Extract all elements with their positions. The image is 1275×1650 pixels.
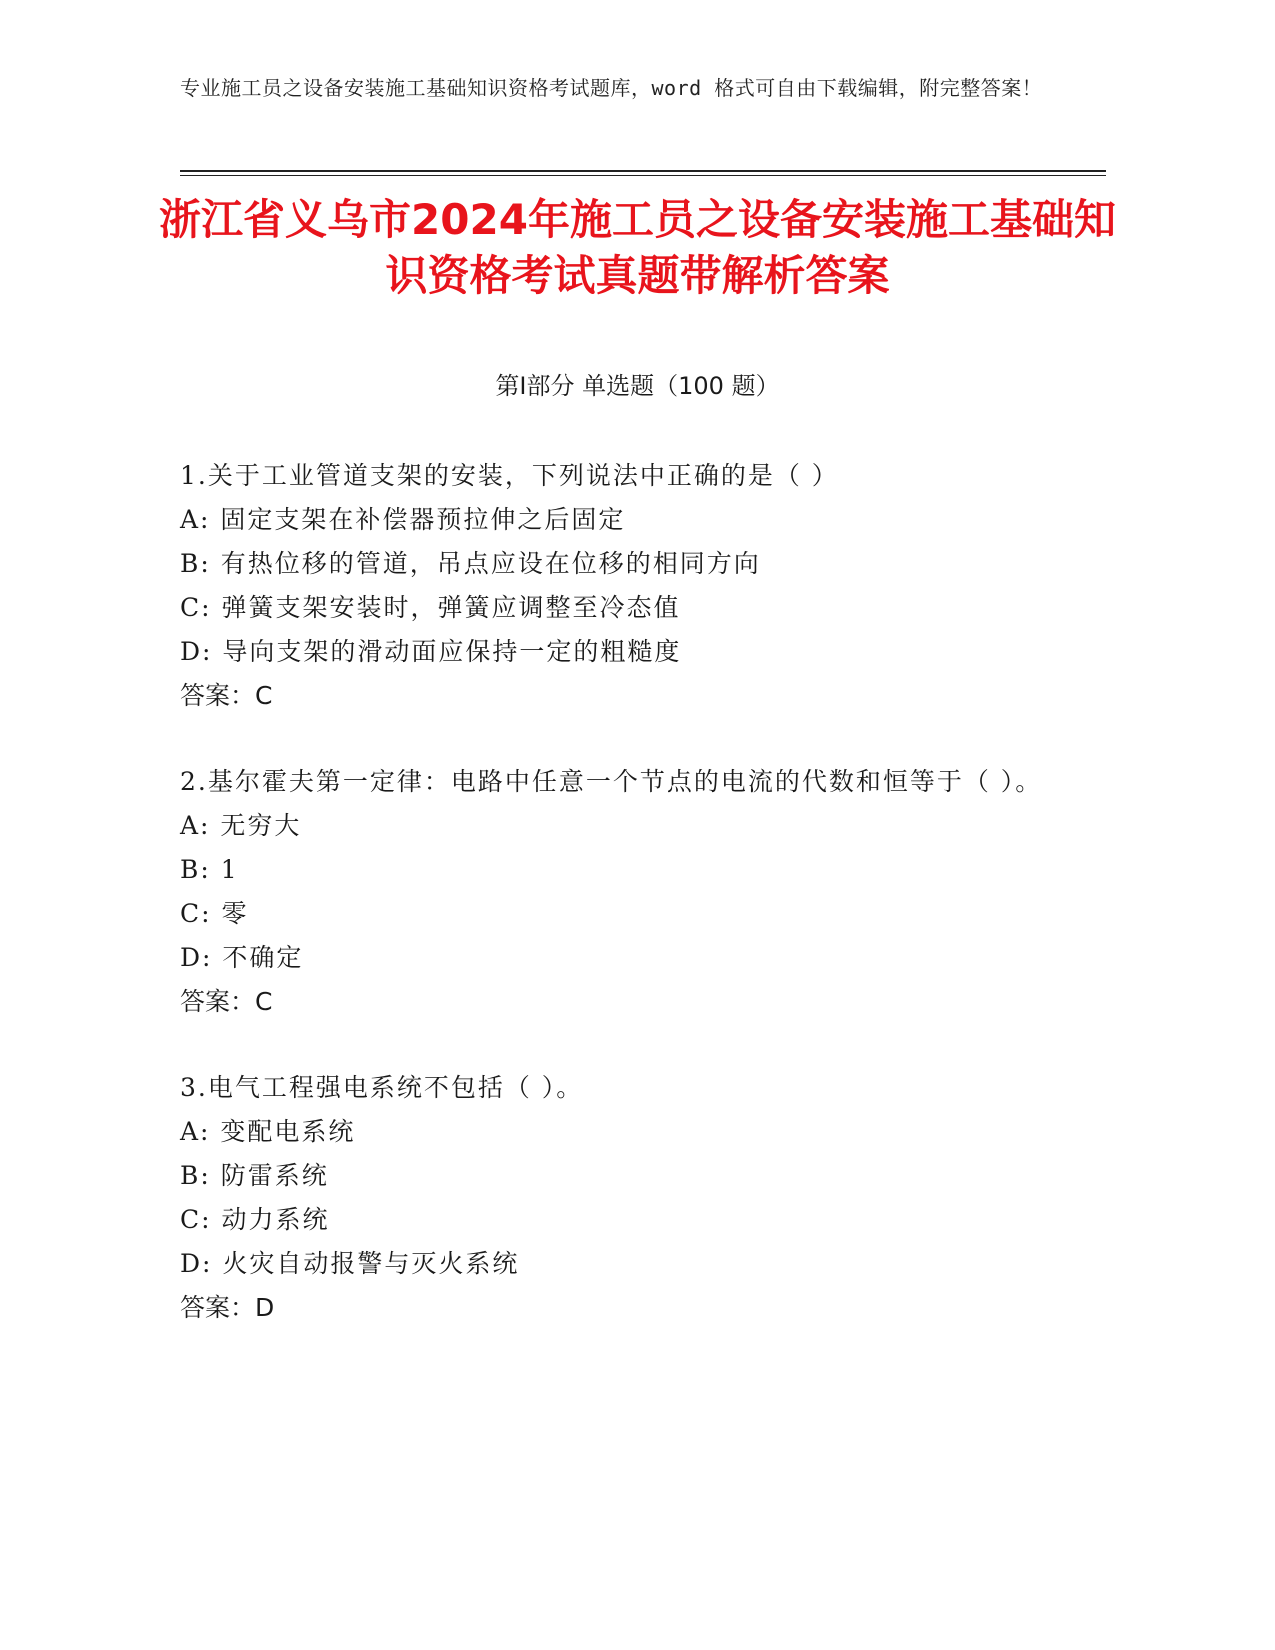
question-list xyxy=(180,454,1060,1372)
option-b: B: 有热位移的管道，吊点应设在位移的相同方向 xyxy=(180,549,761,578)
option-c: C: 零 xyxy=(180,899,249,928)
option-d: D: 火灾自动报警与灭火系统 xyxy=(180,1249,520,1278)
option-c: C: 弹簧支架安装时，弹簧应调整至冷态值 xyxy=(180,593,681,622)
document-title: 浙江省义乌市2024年施工员之设备安装施工基础知识资格考试真题带解析答案 xyxy=(159,195,1116,300)
option-a: A: 固定支架在补偿器预拉伸之后固定 xyxy=(180,505,626,534)
question-stem: 1.关于工业管道支架的安装，下列说法中正确的是（ ） xyxy=(180,461,839,490)
option-b: B: 防雷系统 xyxy=(180,1161,329,1190)
question-stem: 2.基尔霍夫第一定律：电路中任意一个节点的电流的代数和恒等于（ ）。 xyxy=(180,767,1043,796)
question-1 xyxy=(180,454,1060,718)
question-stem: 3.电气工程强电系统不包括（ ）。 xyxy=(180,1073,584,1102)
header-divider xyxy=(180,170,1106,172)
option-c: C: 动力系统 xyxy=(180,1205,330,1234)
option-a: A: 无穷大 xyxy=(180,811,302,840)
section-title: 第Ⅰ部分 单选题（100 题） xyxy=(495,372,780,400)
option-b: B: 1 xyxy=(180,855,239,884)
question-2 xyxy=(180,760,1060,1024)
option-d: D: 不确定 xyxy=(180,943,304,972)
answer: 答案：D xyxy=(180,1293,275,1322)
option-d: D: 导向支架的滑动面应保持一定的粗糙度 xyxy=(180,637,682,666)
header-divider-thin xyxy=(180,175,1106,176)
answer: 答案：C xyxy=(180,987,273,1016)
option-a: A: 变配电系统 xyxy=(180,1117,356,1146)
answer: 答案：C xyxy=(180,681,273,710)
header-note: 专业施工员之设备安装施工基础知识资格考试题库，word 格式可自由下载编辑，附完整答案！ xyxy=(180,76,1043,100)
question-3 xyxy=(180,1066,1060,1330)
